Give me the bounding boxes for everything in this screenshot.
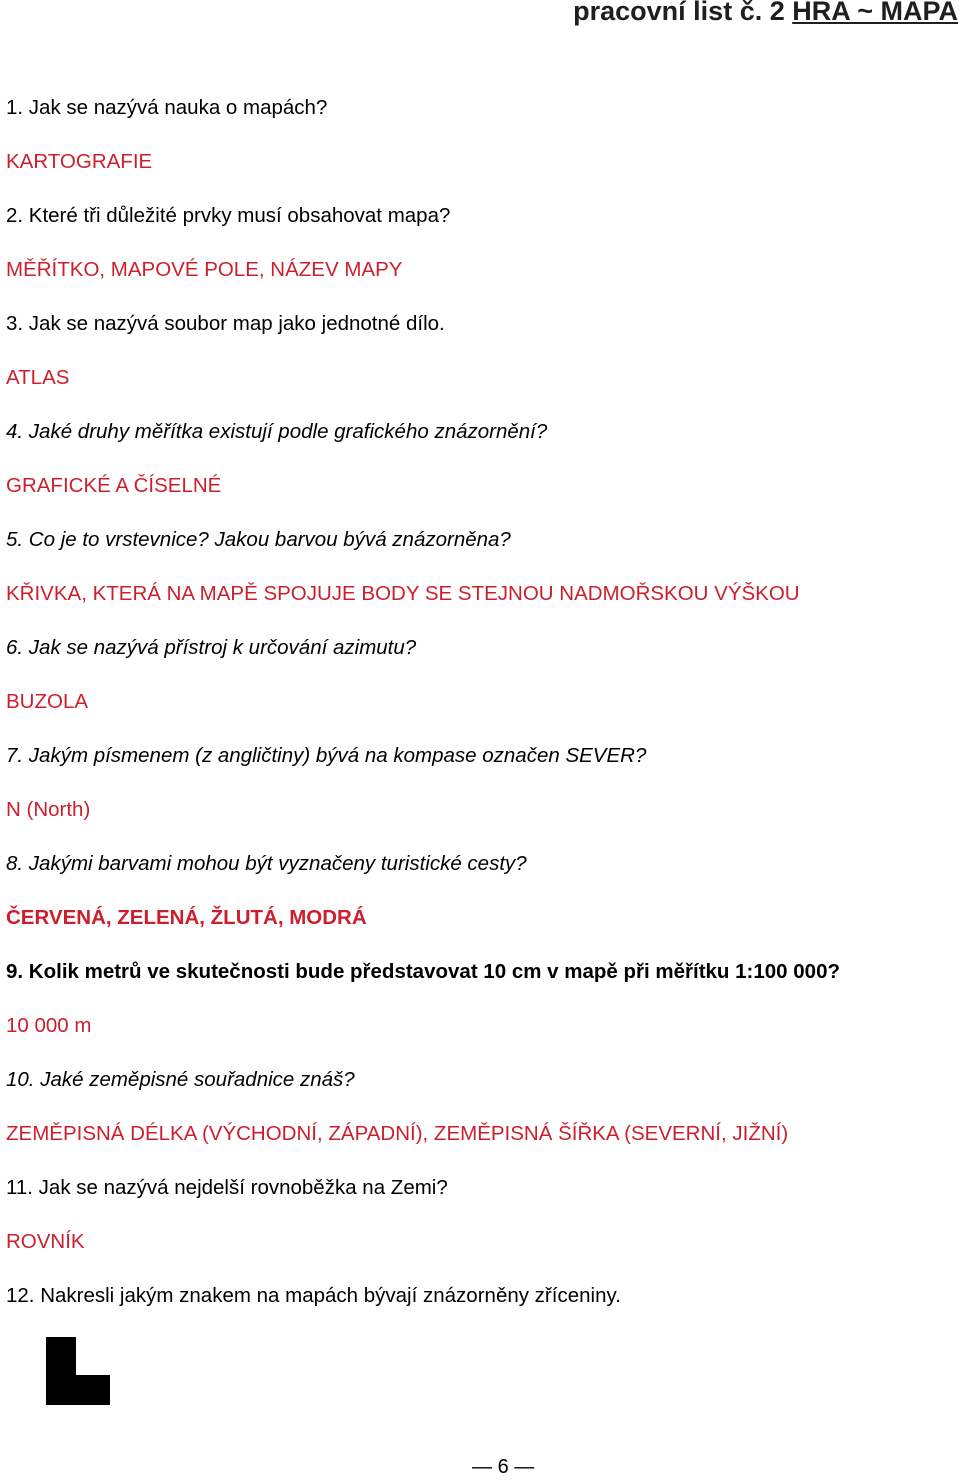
- answer-6: BUZOLA: [6, 690, 89, 713]
- answer-4: GRAFICKÉ A ČÍSELNÉ: [6, 474, 222, 497]
- footer-dash-right: —: [514, 1456, 535, 1478]
- footer-dash-left: —: [472, 1456, 492, 1478]
- answer-1: KARTOGRAFIE: [6, 150, 153, 173]
- question-8: 8. Jakými barvami mohou být vyznačeny turistické cesty?: [6, 852, 527, 875]
- question-10: 10. Jaké zeměpisné souřadnice znáš?: [6, 1068, 355, 1091]
- answer-10: ZEMĚPISNÁ DÉLKA (VÝCHODNÍ, ZÁPADNÍ), ZEMĚPISNÁ ŠÍŘKA (SEVERNÍ, JIŽNÍ): [6, 1122, 789, 1145]
- question-2: 2. Které tři důležité prvky musí obsahovat mapa?: [6, 204, 451, 227]
- answer-7: N (North): [6, 798, 91, 821]
- answer-11: ROVNÍK: [6, 1230, 85, 1253]
- question-12: 12. Nakresli jakým znakem na mapách bývají znázorněny zříceniny.: [6, 1284, 621, 1307]
- question-1: 1. Jak se nazývá nauka o mapách?: [6, 96, 328, 119]
- answer-2: MĚŘÍTKO, MAPOVÉ POLE, NÁZEV MAPY: [6, 258, 403, 281]
- question-5: 5. Co je to vrstevnice? Jakou barvou bývá znázorněna?: [6, 528, 511, 551]
- answer-9: 10 000 m: [6, 1014, 92, 1037]
- title-link[interactable]: HRA ~ MAPA: [792, 0, 958, 26]
- answer-3: ATLAS: [6, 366, 70, 389]
- question-11: 11. Jak se nazývá nejdelší rovnoběžka na Zemi?: [6, 1176, 448, 1199]
- question-4: 4. Jaké druhy měřítka existují podle grafického znázornění?: [6, 420, 548, 443]
- answer-5: KŘIVKA, KTERÁ NA MAPĚ SPOJUJE BODY SE STEJNOU NADMOŘSKOU VÝŠKOU: [6, 582, 800, 605]
- question-3: 3. Jak se nazývá soubor map jako jednotné dílo.: [6, 312, 445, 335]
- answer-8: ČERVENÁ, ZELENÁ, ŽLUTÁ, MODRÁ: [6, 906, 367, 929]
- page-title: [573, 0, 958, 27]
- worksheet: [6, 92, 956, 1334]
- page-number: 6: [497, 1456, 509, 1478]
- ruins-map-symbol-icon: [46, 1337, 110, 1405]
- title-prefix: pracovní list č. 2: [573, 0, 793, 26]
- page-footer: [472, 1456, 534, 1479]
- question-9: 9. Kolik metrů ve skutečnosti bude představovat 10 cm v mapě při měřítku 1:100 000?: [6, 960, 840, 983]
- question-6: 6. Jak se nazývá přístroj k určování azimutu?: [6, 636, 417, 659]
- question-7: 7. Jakým písmenem (z angličtiny) bývá na kompase označen SEVER?: [6, 744, 647, 767]
